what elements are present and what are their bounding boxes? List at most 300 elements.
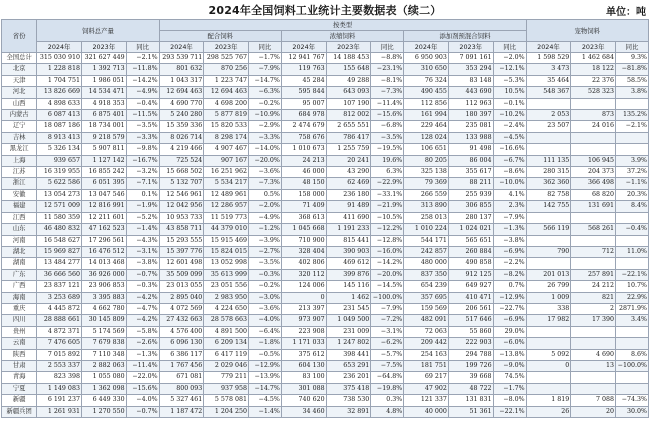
table-cell: 112 963 [448, 98, 493, 109]
table-cell: 181 751 [404, 360, 449, 371]
table-cell: 72 063 [404, 326, 449, 337]
table-cell: 320 112 [281, 269, 326, 280]
table-cell: 325 138 [404, 167, 449, 178]
table-cell: −8.8% [371, 53, 404, 64]
table-cell: −2.6% [126, 338, 159, 349]
table-cell: 873 [571, 110, 616, 121]
table-cell: −0.4% [126, 98, 159, 109]
table-row [2, 75, 649, 86]
table-cell: 12 286 957 [204, 201, 249, 212]
table-row [2, 189, 649, 200]
table-cell: 306 855 [448, 201, 493, 212]
table-cell [571, 98, 616, 109]
table-cell: 2 474 679 [281, 121, 326, 132]
table-cell: 4 690 [571, 349, 616, 360]
table-cell: 124 006 [281, 281, 326, 292]
table-cell: 786 417 [326, 132, 371, 143]
table-cell: 362 360 [526, 178, 571, 189]
table-cell: 1 171 033 [281, 338, 326, 349]
table-cell: 2 029 046 [204, 360, 249, 371]
table-cell: 4.1% [493, 189, 526, 200]
table-cell: 13 047 546 [81, 189, 126, 200]
header-pet: 宠物饲料 [526, 20, 648, 42]
table-cell: 779 211 [204, 372, 249, 383]
table-row [2, 315, 649, 326]
table-cell: 5 327 461 [159, 395, 204, 406]
table-cell: 5 092 [526, 349, 571, 360]
table-cell: −11.5% [126, 110, 159, 121]
table-cell: 11 580 359 [37, 212, 82, 223]
table-cell: 11.0% [615, 246, 648, 257]
table-cell: 23 013 055 [159, 281, 204, 292]
table-row [2, 372, 649, 383]
table-cell: 16 548 627 [37, 235, 82, 246]
table-cell: 1 127 142 [81, 155, 126, 166]
table-cell: −14.7% [248, 383, 281, 394]
table-cell: 9.3% [615, 53, 648, 64]
table-cell [526, 98, 571, 109]
table-cell: 3 253 689 [37, 292, 82, 303]
table-cell: 6 087 413 [37, 110, 82, 121]
table-row [2, 121, 649, 132]
table-cell: −4.0% [248, 315, 281, 326]
table-cell [615, 144, 648, 155]
table-cell: −5.7% [371, 349, 404, 360]
table-cell: −10.0% [493, 178, 526, 189]
table-cell [571, 383, 616, 394]
table-cell [526, 235, 571, 246]
table-cell: −8.2% [493, 269, 526, 280]
table-cell: −1.3% [493, 224, 526, 235]
table-cell: 121 337 [404, 395, 449, 406]
table-cell [571, 144, 616, 155]
table-cell: 242 857 [404, 246, 449, 257]
table-cell: 48 722 [448, 383, 493, 394]
table-cell: −5.2% [126, 212, 159, 223]
table-cell: 18 734 001 [81, 121, 126, 132]
table-cell [615, 98, 648, 109]
province-cell: 海南 [2, 292, 37, 303]
table-cell: 12 546 961 [159, 189, 204, 200]
table-row [2, 132, 649, 143]
table-cell: −10.2% [493, 110, 526, 121]
table-cell: 4.8% [371, 406, 404, 417]
table-cell: 4 576 400 [159, 326, 204, 337]
table-cell: −64.8% [371, 372, 404, 383]
table-cell: 80 205 [404, 155, 449, 166]
table-cell: −4.9% [248, 212, 281, 223]
table-cell: 236 201 [326, 372, 371, 383]
table-cell: 201 013 [526, 269, 571, 280]
table-cell: −3.5% [371, 132, 404, 143]
table-cell: 111 135 [526, 155, 571, 166]
table-cell: 3.9% [615, 155, 648, 166]
province-cell: 浙江 [2, 178, 37, 189]
table-cell: 74.5% [493, 372, 526, 383]
table-cell: 643 093 [326, 87, 371, 98]
table-cell: 604 130 [281, 360, 326, 371]
table-cell: −2.0% [493, 53, 526, 64]
table-cell [615, 235, 648, 246]
table-cell: 2 053 [526, 110, 571, 121]
table-cell: 1 149 083 [37, 383, 82, 394]
table-cell: 5 578 081 [204, 395, 249, 406]
table-cell: −1.4% [248, 406, 281, 417]
table-row [2, 395, 649, 406]
table-cell: 1 204 250 [204, 406, 249, 417]
table-row [2, 281, 649, 292]
table-cell: 812 002 [326, 110, 371, 121]
table-cell [615, 383, 648, 394]
table-cell: 353 294 [448, 64, 493, 75]
table-cell: 107 190 [326, 98, 371, 109]
table-cell: −81.8% [615, 64, 648, 75]
table-cell: 355 617 [448, 167, 493, 178]
table-cell: −12.2% [371, 224, 404, 235]
table-cell: −16.0% [371, 246, 404, 257]
table-row [2, 212, 649, 223]
header-premix: 添加剂预混合饲料 [404, 31, 526, 42]
header-year-2024: 2024年 [37, 42, 82, 53]
table-cell: 565 651 [448, 235, 493, 246]
table-cell: −0.2% [248, 98, 281, 109]
table-cell: 3 395 883 [81, 292, 126, 303]
table-cell: −5.3% [493, 75, 526, 86]
table-cell: 62 469 [326, 178, 371, 189]
table-cell: 131 831 [448, 395, 493, 406]
table-cell: 91 498 [448, 144, 493, 155]
table-cell: 206 561 [448, 303, 493, 314]
table-cell: 30.0% [615, 406, 648, 417]
table-row [2, 178, 649, 189]
table-cell: −0.7% [126, 406, 159, 417]
table-cell: 133 988 [448, 132, 493, 143]
table-cell: 566 119 [526, 224, 571, 235]
table-cell: 43 290 [326, 167, 371, 178]
table-cell: 7 088 [571, 395, 616, 406]
header-yoy: 同比 [248, 42, 281, 53]
table-cell: −8.6% [493, 167, 526, 178]
table-cell: 301 088 [281, 383, 326, 394]
table-cell: 16 855 242 [81, 167, 126, 178]
table-cell: 1 255 759 [326, 144, 371, 155]
table-cell: 14 534 471 [81, 87, 126, 98]
table-cell: 1 704 751 [37, 75, 82, 86]
table-cell: 231 009 [326, 326, 371, 337]
table-cell: −3.5% [126, 121, 159, 132]
table-cell [615, 132, 648, 143]
table-cell: 76 324 [404, 75, 449, 86]
table-cell: 28 578 663 [204, 315, 249, 326]
table-cell: 310 650 [404, 64, 449, 75]
table-cell: 26 799 [526, 281, 571, 292]
table-cell: −1.8% [248, 338, 281, 349]
table-row [2, 292, 649, 303]
province-cell: 江西 [2, 212, 37, 223]
table-cell: 15 359 336 [159, 121, 204, 132]
table-cell: 1 009 [526, 292, 571, 303]
table-cell: −13.9% [248, 372, 281, 383]
table-cell [615, 258, 648, 269]
table-cell: 7 679 838 [81, 338, 126, 349]
table-cell: 258 013 [404, 212, 449, 223]
table-cell: 298 525 767 [204, 53, 249, 64]
province-cell: 河南 [2, 235, 37, 246]
table-cell: 49 288 [326, 75, 371, 86]
table-cell: 36 926 000 [81, 269, 126, 280]
table-cell: 2 895 040 [159, 292, 204, 303]
table-cell: 654 239 [404, 281, 449, 292]
table-cell: −22.9% [371, 178, 404, 189]
table-cell: 135.2% [615, 110, 648, 121]
table-cell: 390 903 [326, 246, 371, 257]
table-cell: 32 891 [326, 406, 371, 417]
table-cell: 801 632 [159, 64, 204, 75]
table-cell: 12 816 991 [81, 201, 126, 212]
table-cell: 68 820 [571, 189, 616, 200]
table-cell: 13 054 273 [37, 189, 82, 200]
table-cell: 1 462 684 [571, 53, 616, 64]
table-cell: 338 [526, 303, 571, 314]
table-cell: 321 627 449 [81, 53, 126, 64]
table-cell [571, 326, 616, 337]
table-cell: 236 180 [326, 189, 371, 200]
table-cell: 24 213 [281, 155, 326, 166]
table-cell: −2.2% [493, 258, 526, 269]
table-cell: 39 668 [448, 372, 493, 383]
table-cell: 3 473 [526, 64, 571, 75]
table-cell: 368 613 [281, 212, 326, 223]
table-cell: 517 646 [448, 315, 493, 326]
table-cell: 366 498 [571, 178, 616, 189]
table-row [2, 246, 649, 257]
table-cell: 15 397 776 [159, 246, 204, 257]
table-cell: −1.7% [493, 383, 526, 394]
province-cell: 湖北 [2, 246, 37, 257]
table-cell: −6.7% [493, 155, 526, 166]
table-cell: 12 694 463 [204, 87, 249, 98]
table-cell: −10.5% [371, 212, 404, 223]
province-cell: 新疆 [2, 395, 37, 406]
header-year-2024: 2024年 [281, 42, 326, 53]
table-cell: −3.3% [248, 132, 281, 143]
table-cell: −8.0% [493, 395, 526, 406]
table-cell: −2.7% [248, 246, 281, 257]
table-cell: −10.9% [248, 110, 281, 121]
table-cell: 411 690 [326, 212, 371, 223]
table-cell: 5 877 819 [204, 110, 249, 121]
table-cell: −0.5% [248, 349, 281, 360]
province-cell: 北京 [2, 64, 37, 75]
province-cell: 新疆兵团 [2, 406, 37, 417]
table-cell: 17 390 [571, 315, 616, 326]
table-cell: 22 376 [571, 75, 616, 86]
table-cell: 131 691 [571, 201, 616, 212]
header-yoy: 同比 [493, 42, 526, 53]
table-cell: 15 668 502 [159, 167, 204, 178]
table-cell: 12 489 961 [204, 189, 249, 200]
table-cell: −16.6% [493, 144, 526, 155]
table-cell: 13 [571, 360, 616, 371]
table-cell: 27 432 663 [159, 315, 204, 326]
table-cell: 204 373 [571, 167, 616, 178]
table-cell: 1 392 713 [81, 64, 126, 75]
table-cell: −0.7% [126, 269, 159, 280]
table-cell: 443 690 [448, 87, 493, 98]
table-cell: 1 187 472 [159, 406, 204, 417]
province-cell: 贵州 [2, 326, 37, 337]
table-cell: 7 091 161 [448, 53, 493, 64]
table-cell: 490 858 [448, 258, 493, 269]
header-year-2023: 2023年 [448, 42, 493, 53]
table-cell: 8 026 714 [159, 132, 204, 143]
table-cell: 375 612 [281, 349, 326, 360]
table-cell: −1.4% [126, 224, 159, 235]
table-cell: 26 [526, 406, 571, 417]
table-cell: 19.6% [371, 155, 404, 166]
table-cell: 15 915 469 [204, 235, 249, 246]
table-cell: −6.2% [371, 338, 404, 349]
table-cell: 36 666 560 [37, 269, 82, 280]
table-cell [526, 372, 571, 383]
table-cell: 14 188 453 [326, 53, 371, 64]
table-cell: −7.9% [493, 212, 526, 223]
table-cell: 46 000 [281, 167, 326, 178]
table-cell: 6 386 117 [159, 349, 204, 360]
table-cell: 213 397 [281, 303, 326, 314]
table-cell: 821 [571, 292, 616, 303]
table-cell: 28 888 661 [37, 315, 82, 326]
province-cell: 河北 [2, 87, 37, 98]
table-row [2, 303, 649, 314]
table-row [2, 98, 649, 109]
table-cell: 43 858 711 [159, 224, 204, 235]
table-cell: −2.0% [248, 201, 281, 212]
table-cell: 3.4% [615, 315, 648, 326]
table-cell: −3.6% [248, 303, 281, 314]
table-cell: 20.3% [615, 189, 648, 200]
header-province: 省份 [2, 20, 37, 53]
table-cell: 6 875 401 [81, 110, 126, 121]
table-cell: 161 994 [404, 110, 449, 121]
table-cell: −6.9% [493, 246, 526, 257]
table-cell: 4 898 633 [37, 98, 82, 109]
table-cell: 313 890 [404, 201, 449, 212]
table-cell: −1.9% [126, 201, 159, 212]
province-cell: 安徽 [2, 189, 37, 200]
table-cell: 684 978 [281, 110, 326, 121]
table-cell: −7.2% [371, 315, 404, 326]
table-cell: 20 [571, 406, 616, 417]
table-cell [615, 338, 648, 349]
table-cell: 12 941 767 [281, 53, 326, 64]
table-cell: 710 900 [281, 235, 326, 246]
table-cell: 1 362 098 [81, 383, 126, 394]
table-cell: −7.9% [248, 64, 281, 75]
table-cell: 17 296 561 [81, 235, 126, 246]
table-cell: −4.7% [126, 303, 159, 314]
table-cell: −15.6% [126, 383, 159, 394]
table-cell: 1 819 [526, 395, 571, 406]
table-cell: 800 093 [159, 383, 204, 394]
header-year-2023: 2023年 [571, 42, 616, 53]
table-cell: 671 081 [159, 372, 204, 383]
province-cell: 广东 [2, 269, 37, 280]
table-row [2, 53, 649, 64]
table-cell [526, 326, 571, 337]
table-cell: 254 163 [404, 349, 449, 360]
table-cell: −1.7% [248, 53, 281, 64]
table-cell: 71 409 [281, 201, 326, 212]
table-cell [526, 132, 571, 143]
table-cell: 2 983 950 [204, 292, 249, 303]
table-cell: 24 212 [571, 281, 616, 292]
province-cell: 四川 [2, 315, 37, 326]
table-cell: 11 519 773 [204, 212, 249, 223]
table-row [2, 144, 649, 155]
table-cell: −4.5% [248, 395, 281, 406]
table-cell: 4 445 872 [37, 303, 82, 314]
table-cell [571, 258, 616, 269]
table-cell: 1 261 931 [37, 406, 82, 417]
header-by-type: 按类型 [159, 20, 526, 31]
table-cell: −22.1% [615, 269, 648, 280]
table-cell: −14.0% [248, 144, 281, 155]
table-cell: 23 051 556 [204, 281, 249, 292]
table-row [2, 64, 649, 75]
table-row [2, 326, 649, 337]
table-cell: 6 209 134 [204, 338, 249, 349]
province-cell: 辽宁 [2, 121, 37, 132]
table-cell: 51 361 [448, 406, 493, 417]
table-cell: −2.4% [493, 121, 526, 132]
table-cell: 1 986 051 [81, 75, 126, 86]
table-cell: 4 918 353 [81, 98, 126, 109]
table-cell: −14.5% [371, 281, 404, 292]
table-cell: 1 045 668 [281, 224, 326, 235]
table-cell: 6.3% [371, 167, 404, 178]
table-cell: 375 418 [326, 383, 371, 394]
table-row [2, 258, 649, 269]
province-cell: 山西 [2, 98, 37, 109]
table-cell: −6.9% [493, 315, 526, 326]
table-row [2, 235, 649, 246]
table-cell: −23.1% [371, 64, 404, 75]
table-cell: 6 950 903 [404, 53, 449, 64]
table-cell: 7 110 348 [81, 349, 126, 360]
table-cell: −3.2% [126, 167, 159, 178]
table-cell: −4.2% [126, 315, 159, 326]
table-cell: −74.3% [615, 395, 648, 406]
table-row [2, 167, 649, 178]
table-cell: 738 530 [326, 395, 371, 406]
table-row [2, 349, 649, 360]
table-cell: −100.0% [371, 292, 404, 303]
table-cell: 209 442 [404, 338, 449, 349]
table-cell: 548 367 [526, 87, 571, 98]
table-cell: −9.0% [493, 360, 526, 371]
table-cell: −1.1% [615, 178, 648, 189]
table-cell: −14.2% [371, 258, 404, 269]
table-cell: 8 913 413 [37, 132, 82, 143]
table-cell: 0 [281, 292, 326, 303]
table-row [2, 87, 649, 98]
data-table [1, 19, 649, 418]
table-cell: 10.5% [493, 87, 526, 98]
table-cell: 47 162 523 [81, 224, 126, 235]
table-cell: −20.0% [371, 269, 404, 280]
table-cell: −21.9% [371, 201, 404, 212]
